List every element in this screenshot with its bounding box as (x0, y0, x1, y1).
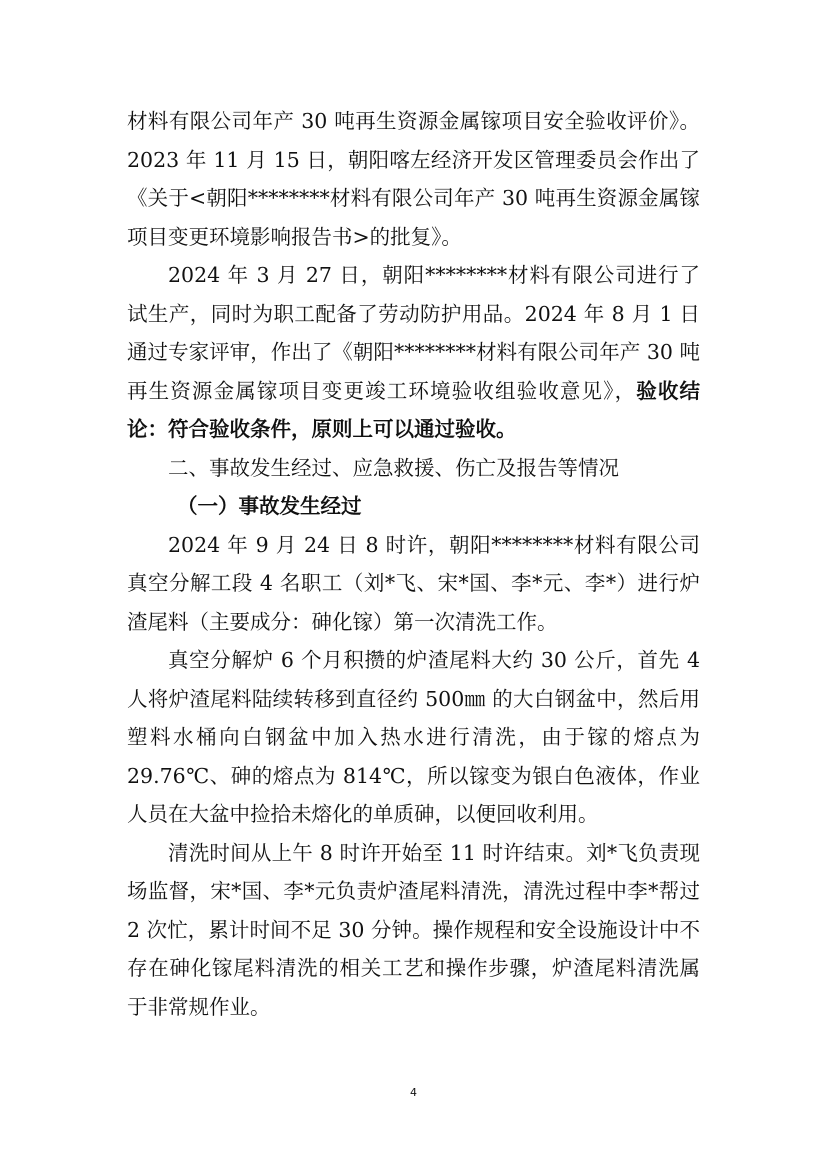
subsection-heading: （一）事故发生经过 (177, 494, 362, 518)
paragraph-cleaning-process: 真空分解炉 6 个月积攒的炉渣尾料大约 30 公斤，首先 4 人将炉渣尾料陆续转移到直径约 500㎜ 的大白钢盆中，然后用塑料水桶向白钢盆中加入热水进行清洗，由于镓的熔点为 29.76℃、砷的熔点为 814℃，所以镓变为银白色液体，作业人员在大盆中捡拾未熔化的单质砷，以便回收利用。 (127, 648, 700, 826)
acceptance-conclusion: 验收结论：符合验收条件，原则上可以通过验收。 (127, 378, 701, 441)
page-number: 4 (410, 1086, 417, 1099)
paragraph-accident-start: 2024 年 9 月 24 日 8 时许，朝阳********材料有限公司真空分解工段 4 名职工（刘*飞、宋*国、李*元、李*）进行炉渣尾料（主要成分：砷化镓）第一次清洗工作。 (127, 532, 700, 634)
paragraph-trial-production-text: 2024 年 3 月 27 日，朝阳********材料有限公司进行了试生产，同时为职工配备了劳动防护用品。2024 年 8 月 1 日通过专家评审，作出了《朝阳********材料有限公司年产 30 吨再生资源金属镓项目变更竣工环境验收组验收意见》， (127, 263, 700, 403)
paragraph-trial-production (127, 256, 700, 449)
section-heading: 二、事故发生经过、应急救援、伤亡及报告等情况 (168, 455, 619, 480)
paragraph-cleaning-time: 清洗时间从上午 8 时许开始至 11 时许结束。刘*飞负责现场监督，宋*国、李*元负责炉渣尾料清洗，清洗过程中李*帮过 2 次忙，累计时间不足 30 分钟。操作规程和安全设施设计中不存在砷化镓尾料清洗的相关工艺和操作步骤，炉渣尾料清洗属于非常规作业。 (127, 840, 700, 1019)
paragraph-approval: 材料有限公司年产 30 吨再生资源金属镓项目安全验收评价》。2023 年 11 月 15 日，朝阳喀左经济开发区管理委员会作出了《关于<朝阳********材料有限公司年产 30 吨再生资源金属镓项目变更环境影响报告书>的批复》。 (127, 109, 700, 249)
document-body (127, 102, 700, 1026)
